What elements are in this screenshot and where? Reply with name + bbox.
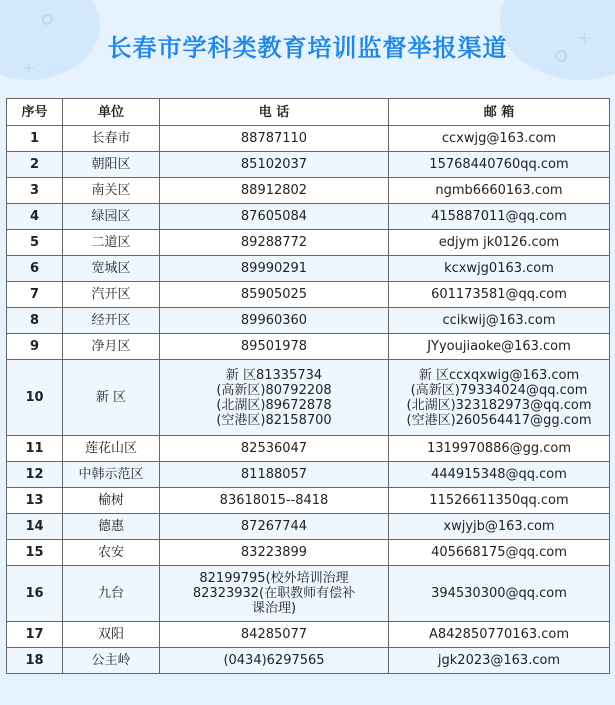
phone-number: 82536047 bbox=[240, 441, 308, 456]
unit-name: 宽城区 bbox=[63, 256, 160, 282]
table-row bbox=[7, 540, 610, 566]
email-cell bbox=[389, 178, 610, 204]
unit-name: 中韩示范区 bbox=[63, 462, 160, 488]
email-address: jgk2023@163.com bbox=[437, 653, 561, 668]
table-row bbox=[7, 334, 610, 360]
email-address: ccikwij@163.com bbox=[442, 313, 556, 328]
unit-name: 农安 bbox=[63, 540, 160, 566]
page-title: 长春市学科类教育培训监督举报渠道 bbox=[107, 34, 508, 62]
unit-name: 新 区 bbox=[63, 360, 160, 436]
row-number: 11 bbox=[7, 436, 63, 462]
email-cell bbox=[389, 514, 610, 540]
row-number: 12 bbox=[7, 462, 63, 488]
phone-cell bbox=[160, 204, 389, 230]
phone-number: 87267744 bbox=[240, 519, 308, 534]
unit-name: 公主岭 bbox=[63, 648, 160, 674]
unit-name: 莲花山区 bbox=[63, 436, 160, 462]
email-cell bbox=[389, 360, 610, 436]
phone-number: 89990291 bbox=[240, 261, 308, 276]
email-address: 1319970886@gg.com bbox=[426, 441, 572, 456]
report-channel-table-container bbox=[6, 98, 609, 674]
email-cell bbox=[389, 540, 610, 566]
email-cell bbox=[389, 308, 610, 334]
table-header-row bbox=[7, 99, 610, 126]
unit-name: 汽开区 bbox=[63, 282, 160, 308]
unit-name: 榆树 bbox=[63, 488, 160, 514]
email-address: (北湖区)323182973@qq.com bbox=[406, 397, 592, 413]
phone-cell bbox=[160, 566, 389, 622]
phone-number: 89288772 bbox=[240, 235, 308, 250]
phone-number: 85102037 bbox=[240, 157, 308, 172]
email-address: 15768440760qq.com bbox=[429, 157, 569, 172]
phone-cell bbox=[160, 648, 389, 674]
table-row bbox=[7, 126, 610, 152]
row-number: 8 bbox=[7, 308, 63, 334]
row-number: 1 bbox=[7, 126, 63, 152]
plus-decoration-icon: + bbox=[22, 58, 36, 77]
email-cell bbox=[389, 622, 610, 648]
header-no: 序号 bbox=[7, 99, 63, 126]
table-row bbox=[7, 648, 610, 674]
row-number: 2 bbox=[7, 152, 63, 178]
email-cell bbox=[389, 126, 610, 152]
phone-cell bbox=[160, 178, 389, 204]
unit-name: 二道区 bbox=[63, 230, 160, 256]
phone-number: (北湖区)89672878 bbox=[216, 397, 332, 413]
table-row bbox=[7, 178, 610, 204]
email-address: 新 区ccxqxwig@163.com bbox=[418, 367, 580, 383]
phone-cell bbox=[160, 436, 389, 462]
table-row bbox=[7, 436, 610, 462]
table-row bbox=[7, 152, 610, 178]
phone-number: (空港区)82158700 bbox=[216, 412, 332, 428]
phone-number: 87605084 bbox=[240, 209, 308, 224]
phone-cell bbox=[160, 488, 389, 514]
phone-number: 83618015--8418 bbox=[219, 493, 329, 508]
row-number: 16 bbox=[7, 566, 63, 622]
row-number: 6 bbox=[7, 256, 63, 282]
email-cell bbox=[389, 462, 610, 488]
email-cell bbox=[389, 230, 610, 256]
email-cell bbox=[389, 282, 610, 308]
table-row bbox=[7, 488, 610, 514]
email-cell bbox=[389, 256, 610, 282]
row-number: 4 bbox=[7, 204, 63, 230]
email-address: JYyoujiaoke@163.com bbox=[427, 339, 571, 354]
phone-number: 新 区81335734 bbox=[225, 367, 323, 383]
phone-cell bbox=[160, 230, 389, 256]
email-cell bbox=[389, 488, 610, 514]
table-row bbox=[7, 514, 610, 540]
email-address: ccxwjg@163.com bbox=[441, 131, 557, 146]
phone-number: 88912802 bbox=[240, 183, 308, 198]
report-channel-table bbox=[6, 98, 610, 674]
table-row bbox=[7, 256, 610, 282]
unit-name: 德惠 bbox=[63, 514, 160, 540]
header-email: 邮 箱 bbox=[389, 99, 610, 126]
phone-number: 83223899 bbox=[240, 545, 308, 560]
header-unit: 单位 bbox=[63, 99, 160, 126]
phone-cell bbox=[160, 514, 389, 540]
phone-number: 81188057 bbox=[240, 467, 308, 482]
unit-name: 九台 bbox=[63, 566, 160, 622]
unit-name: 朝阳区 bbox=[63, 152, 160, 178]
email-address: (高新区)79334024@qq.com bbox=[410, 382, 588, 398]
phone-number: 课治理) bbox=[251, 601, 297, 616]
phone-number: 89960360 bbox=[240, 313, 308, 328]
row-number: 14 bbox=[7, 514, 63, 540]
email-address: xwjyjb@163.com bbox=[443, 519, 555, 534]
row-number: 3 bbox=[7, 178, 63, 204]
table-row bbox=[7, 360, 610, 436]
row-number: 18 bbox=[7, 648, 63, 674]
phone-cell bbox=[160, 282, 389, 308]
phone-cell bbox=[160, 622, 389, 648]
phone-cell bbox=[160, 308, 389, 334]
header-phone: 电 话 bbox=[160, 99, 389, 126]
email-cell bbox=[389, 152, 610, 178]
email-cell bbox=[389, 204, 610, 230]
phone-cell bbox=[160, 152, 389, 178]
plus-decoration-icon: + bbox=[578, 28, 592, 47]
email-address: 405668175@qq.com bbox=[431, 545, 567, 560]
email-address: 601173581@qq.com bbox=[431, 287, 567, 302]
phone-cell bbox=[160, 462, 389, 488]
phone-number: 82199795(校外培训治理 bbox=[199, 571, 349, 586]
email-address: 415887011@qq.com bbox=[431, 209, 567, 224]
unit-name: 绿园区 bbox=[63, 204, 160, 230]
phone-cell bbox=[160, 256, 389, 282]
email-address: edjym jk0126.com bbox=[438, 235, 560, 250]
phone-number: 89501978 bbox=[240, 339, 308, 354]
table-body bbox=[7, 126, 610, 674]
unit-name: 双阳 bbox=[63, 622, 160, 648]
table-row bbox=[7, 622, 610, 648]
table-row bbox=[7, 308, 610, 334]
row-number: 7 bbox=[7, 282, 63, 308]
table-row bbox=[7, 566, 610, 622]
email-address: (空港区)260564417@gg.com bbox=[406, 412, 592, 428]
unit-name: 长春市 bbox=[63, 126, 160, 152]
circle-decoration-icon bbox=[42, 14, 53, 25]
row-number: 5 bbox=[7, 230, 63, 256]
table-row bbox=[7, 204, 610, 230]
phone-cell bbox=[160, 334, 389, 360]
phone-cell bbox=[160, 540, 389, 566]
email-cell bbox=[389, 648, 610, 674]
email-address: ngmb6660163.com bbox=[435, 183, 563, 198]
email-address: 11526611350qq.com bbox=[429, 493, 569, 508]
phone-cell bbox=[160, 360, 389, 436]
row-number: 17 bbox=[7, 622, 63, 648]
email-cell bbox=[389, 436, 610, 462]
phone-number: 85905025 bbox=[240, 287, 308, 302]
email-address: A842850770163.com bbox=[428, 627, 570, 642]
email-address: 394530300@qq.com bbox=[431, 586, 567, 601]
table-row bbox=[7, 282, 610, 308]
email-address: 444915348@qq.com bbox=[431, 467, 567, 482]
header bbox=[0, 0, 615, 92]
unit-name: 南关区 bbox=[63, 178, 160, 204]
unit-name: 经开区 bbox=[63, 308, 160, 334]
phone-number: 84285077 bbox=[240, 627, 308, 642]
email-cell bbox=[389, 566, 610, 622]
table-row bbox=[7, 230, 610, 256]
row-number: 10 bbox=[7, 360, 63, 436]
unit-name: 净月区 bbox=[63, 334, 160, 360]
phone-number: (0434)6297565 bbox=[223, 653, 325, 668]
phone-cell bbox=[160, 126, 389, 152]
phone-number: 88787110 bbox=[240, 131, 308, 146]
phone-number: (高新区)80792208 bbox=[216, 382, 332, 398]
row-number: 9 bbox=[7, 334, 63, 360]
email-address: kcxwjg0163.com bbox=[444, 261, 554, 276]
phone-number: 82323932(在职教师有偿补 bbox=[192, 586, 356, 601]
row-number: 15 bbox=[7, 540, 63, 566]
table-row bbox=[7, 462, 610, 488]
row-number: 13 bbox=[7, 488, 63, 514]
email-cell bbox=[389, 334, 610, 360]
